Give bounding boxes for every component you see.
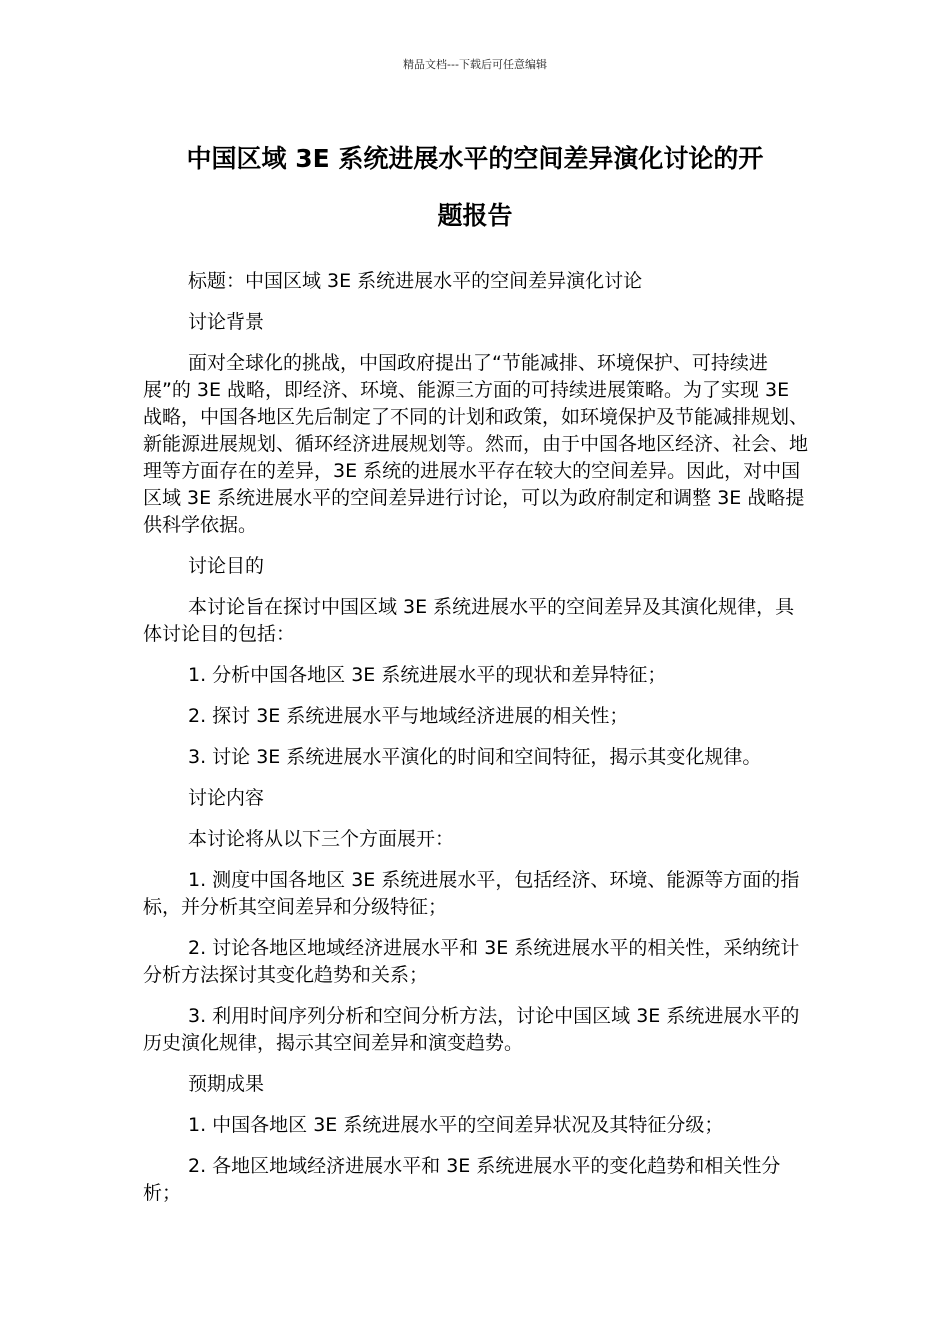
content-item-3: 3. 利用时间序列分析和空间分析方法，讨论中国区域 3E 系统进展水平的历史演化规律，揭示其空间差异和演变趋势。 (143, 1005, 800, 1054)
section-heading-content: 讨论内容 (188, 787, 265, 809)
section-heading-outcomes: 预期成果 (188, 1073, 265, 1095)
purpose-item-1: 1. 分析中国各地区 3E 系统进展水平的现状和差异特征； (188, 664, 667, 686)
background-paragraph: 面对全球化的挑战，中国政府提出了“节能减排、环境保护、可持续进展”的 3E 战略，即经济、环境、能源三方面的可持续进展策略。为了实现 3E 战略，中国各地区先后制定了不同的计划和政策，如环境保护及节能减排规划、新能源进展规划、循环经济进展规划等。然而，由于中国各地区经济、社会、地理等方面存在的差异，3E 系统的进展水平存在较大的空间差异。因此，对中国区域 3E 系统进展水平的空间差异进行讨论，可以为政府制定和调整 3E 战略提供科学依据。 (143, 352, 809, 536)
section-heading-purpose: 讨论目的 (188, 555, 265, 577)
purpose-item-2: 2. 探讨 3E 系统进展水平与地域经济进展的相关性； (188, 705, 629, 727)
content-item-2: 2. 讨论各地区地域经济进展水平和 3E 系统进展水平的相关性，采纳统计分析方法探讨其变化趋势和关系； (143, 937, 800, 986)
section-heading-background: 讨论背景 (188, 311, 265, 333)
purpose-item-3: 3. 讨论 3E 系统进展水平演化的时间和空间特征，揭示其变化规律。 (188, 746, 762, 768)
content-item-1: 1. 测度中国各地区 3E 系统进展水平，包括经济、环境、能源等方面的指标，并分析其空间差异和分级特征； (143, 869, 800, 918)
document-title (140, 130, 810, 244)
content-intro: 本讨论将从以下三个方面展开： (188, 828, 455, 850)
purpose-intro: 本讨论旨在探讨中国区域 3E 系统进展水平的空间差异及其演化规律，具体讨论目的包括： (143, 596, 795, 645)
outcome-item-1: 1. 中国各地区 3E 系统进展水平的空间差异状况及其特征分级； (188, 1114, 724, 1136)
title-statement: 标题：中国区域 3E 系统进展水平的空间差异演化讨论 (188, 270, 643, 292)
outcome-item-2: 2. 各地区地域经济进展水平和 3E 系统进展水平的变化趋势和相关性分析； (143, 1155, 781, 1204)
header-note: 精品文档---下载后可任意编辑 (403, 58, 547, 71)
document-body (143, 268, 813, 1221)
title-line-1: 中国区域 3E 系统进展水平的空间差异演化讨论的开 (186, 144, 764, 173)
title-line-2: 题报告 (437, 201, 513, 230)
